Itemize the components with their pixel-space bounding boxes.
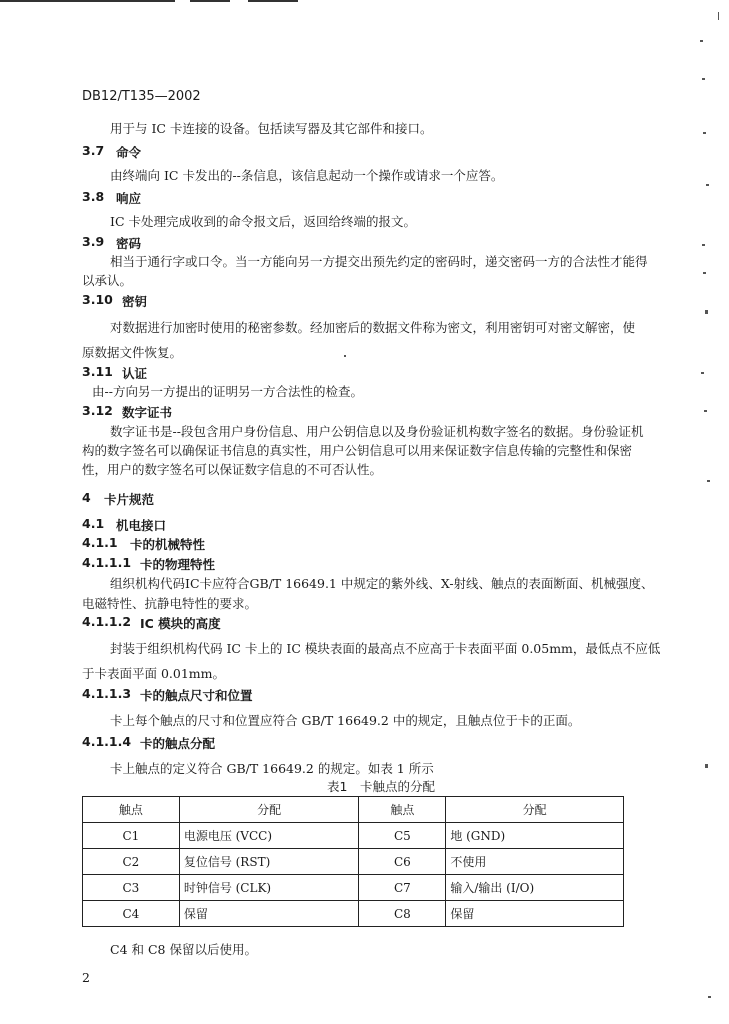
section-number: 4.1.1.4 <box>82 734 132 749</box>
table-cell: C8 <box>359 901 446 927</box>
paragraph-line: 用于与 IC 卡连接的设备。包括读写器及其它部件和接口。 <box>110 121 433 136</box>
paragraph-line: 卡上每个触点的尺寸和位置应符合 GB/T 16649.2 中的规定，且触点位于卡的正面。 <box>110 713 581 728</box>
section-number: 3.11 <box>82 364 113 379</box>
scan-edge-line <box>190 0 230 2</box>
table-header-cell: 分配 <box>179 797 359 823</box>
section-title: 数字证书 <box>122 405 173 420</box>
section-title: 机电接口 <box>116 518 167 533</box>
table-row <box>83 849 624 875</box>
table-cell: 地 (GND) <box>446 823 624 849</box>
paragraph-line: 于卡表面平面 0.01mm。 <box>82 666 226 681</box>
table-cell: C6 <box>359 849 446 875</box>
section-title: 命令 <box>116 145 142 160</box>
table-row <box>83 901 624 927</box>
paragraph-line: 组织机构代码IC卡应符合GB/T 16649.1 中规定的紫外线、X-射线、触点的表面断面、机械强度、 <box>110 576 654 591</box>
table-cell: C4 <box>83 901 180 927</box>
section-title: 密钥 <box>122 294 148 309</box>
paragraph-line: 相当于通行字或口令。当一方能向另一方提交出预先约定的密码时，递交密码一方的合法性才能得 <box>110 254 648 269</box>
section-number: 3.10 <box>82 292 113 307</box>
section-number: 4.1.1.1 <box>82 555 132 570</box>
section-title: 响应 <box>116 191 142 206</box>
table-header-cell: 触点 <box>359 797 446 823</box>
table-cell: 电源电压 (VCC) <box>179 823 359 849</box>
paragraph-line: 原数据文件恢复。 <box>82 345 183 360</box>
scan-edge-line <box>0 0 175 2</box>
paragraph-line: 由--方向另一方提出的证明另一方合法性的检查。 <box>92 384 363 399</box>
scan-speck <box>707 480 710 482</box>
table-cell: C2 <box>83 849 180 875</box>
paragraph-line: 以承认。 <box>82 273 133 288</box>
table-cell: 输入/输出 (I/O) <box>446 875 624 901</box>
paragraph-line: 封装于组织机构代码 IC 卡上的 IC 模块表面的最高点不应高于卡表面平面 0.05mm，最低点不应低 <box>110 641 661 656</box>
paragraph-line: 数字证书是--段包含用户身份信息、用户公钥信息以及身份验证机构数字签名的数据。身份验证机 <box>110 424 644 439</box>
section-number: 4.1 <box>82 516 105 531</box>
section-title: 密码 <box>116 236 142 251</box>
paragraph-line: 电磁特性、抗静电特性的要求。 <box>82 596 258 611</box>
scan-speck <box>703 272 706 274</box>
section-number: 3.7 <box>82 143 105 158</box>
scan-speck <box>701 372 704 374</box>
table-row <box>83 875 624 901</box>
table-cell: C1 <box>83 823 180 849</box>
table-cell: C5 <box>359 823 446 849</box>
section-number: 3.12 <box>82 403 113 418</box>
table-cell: 保留 <box>179 901 359 927</box>
table-header-cell: 触点 <box>83 797 180 823</box>
section-title: 认证 <box>122 366 148 381</box>
section-title: IC 模块的高度 <box>140 616 221 631</box>
section-number: 4.1.1 <box>82 535 118 550</box>
scan-speck <box>708 996 711 998</box>
page-number: 2 <box>82 970 90 985</box>
table-row <box>83 823 624 849</box>
section-number: 4 <box>82 490 91 505</box>
table-cell: C7 <box>359 875 446 901</box>
section-title: 卡的触点尺寸和位置 <box>140 688 253 703</box>
scan-speck <box>702 78 705 80</box>
paragraph-line: 由终端向 IC 卡发出的--条信息，该信息起动一个操作或请求一个应答。 <box>110 168 504 183</box>
scan-speck <box>706 184 709 186</box>
paragraph-line: 构的数字签名可以确保证书信息的真实性，用户公钥信息可以用来保证数字信息传输的完整性和保密 <box>82 443 633 458</box>
section-title: 卡的物理特性 <box>140 557 216 572</box>
scan-edge-line <box>248 0 298 2</box>
scan-speck <box>718 12 719 20</box>
scan-speck <box>700 40 703 42</box>
document-code: DB12/T135—2002 <box>82 89 201 104</box>
paragraph-line: IC 卡处理完成收到的命令报文后，返回给终端的报文。 <box>110 214 416 229</box>
table-cell: 复位信号 (RST) <box>179 849 359 875</box>
section-title: 卡的触点分配 <box>140 736 216 751</box>
scan-speck <box>705 764 708 768</box>
table-header-row <box>83 797 624 823</box>
section-number: 3.9 <box>82 234 105 249</box>
paragraph-line: 卡上触点的定义符合 GB/T 16649.2 的规定。如表 1 所示 <box>110 761 434 776</box>
section-title: 卡片规范 <box>104 492 155 507</box>
table-cell: 不使用 <box>446 849 624 875</box>
table-caption: 表1 卡触点的分配 <box>327 779 435 794</box>
paragraph-line: 对数据进行加密时使用的秘密参数。经加密后的数据文件称为密文，利用密钥可对密文解密，使 <box>110 320 636 335</box>
scan-speck <box>703 132 706 134</box>
contact-assignment-table <box>82 796 624 927</box>
scan-speck <box>702 244 705 246</box>
table-cell: 保留 <box>446 901 624 927</box>
section-number: 3.8 <box>82 189 105 204</box>
table-cell: 时钟信号 (CLK) <box>179 875 359 901</box>
section-title: 卡的机械特性 <box>130 537 206 552</box>
section-number: 4.1.1.3 <box>82 686 132 701</box>
scan-speck <box>704 410 707 412</box>
table-note: C4 和 C8 保留以后使用。 <box>110 942 257 957</box>
section-number: 4.1.1.2 <box>82 614 132 629</box>
table-cell: C3 <box>83 875 180 901</box>
paragraph-line: 性，用户的数字签名可以保证数字信息的不可否认性。 <box>82 462 383 477</box>
table-header-cell: 分配 <box>446 797 624 823</box>
scan-speck <box>705 310 708 314</box>
scan-speck <box>344 355 346 357</box>
